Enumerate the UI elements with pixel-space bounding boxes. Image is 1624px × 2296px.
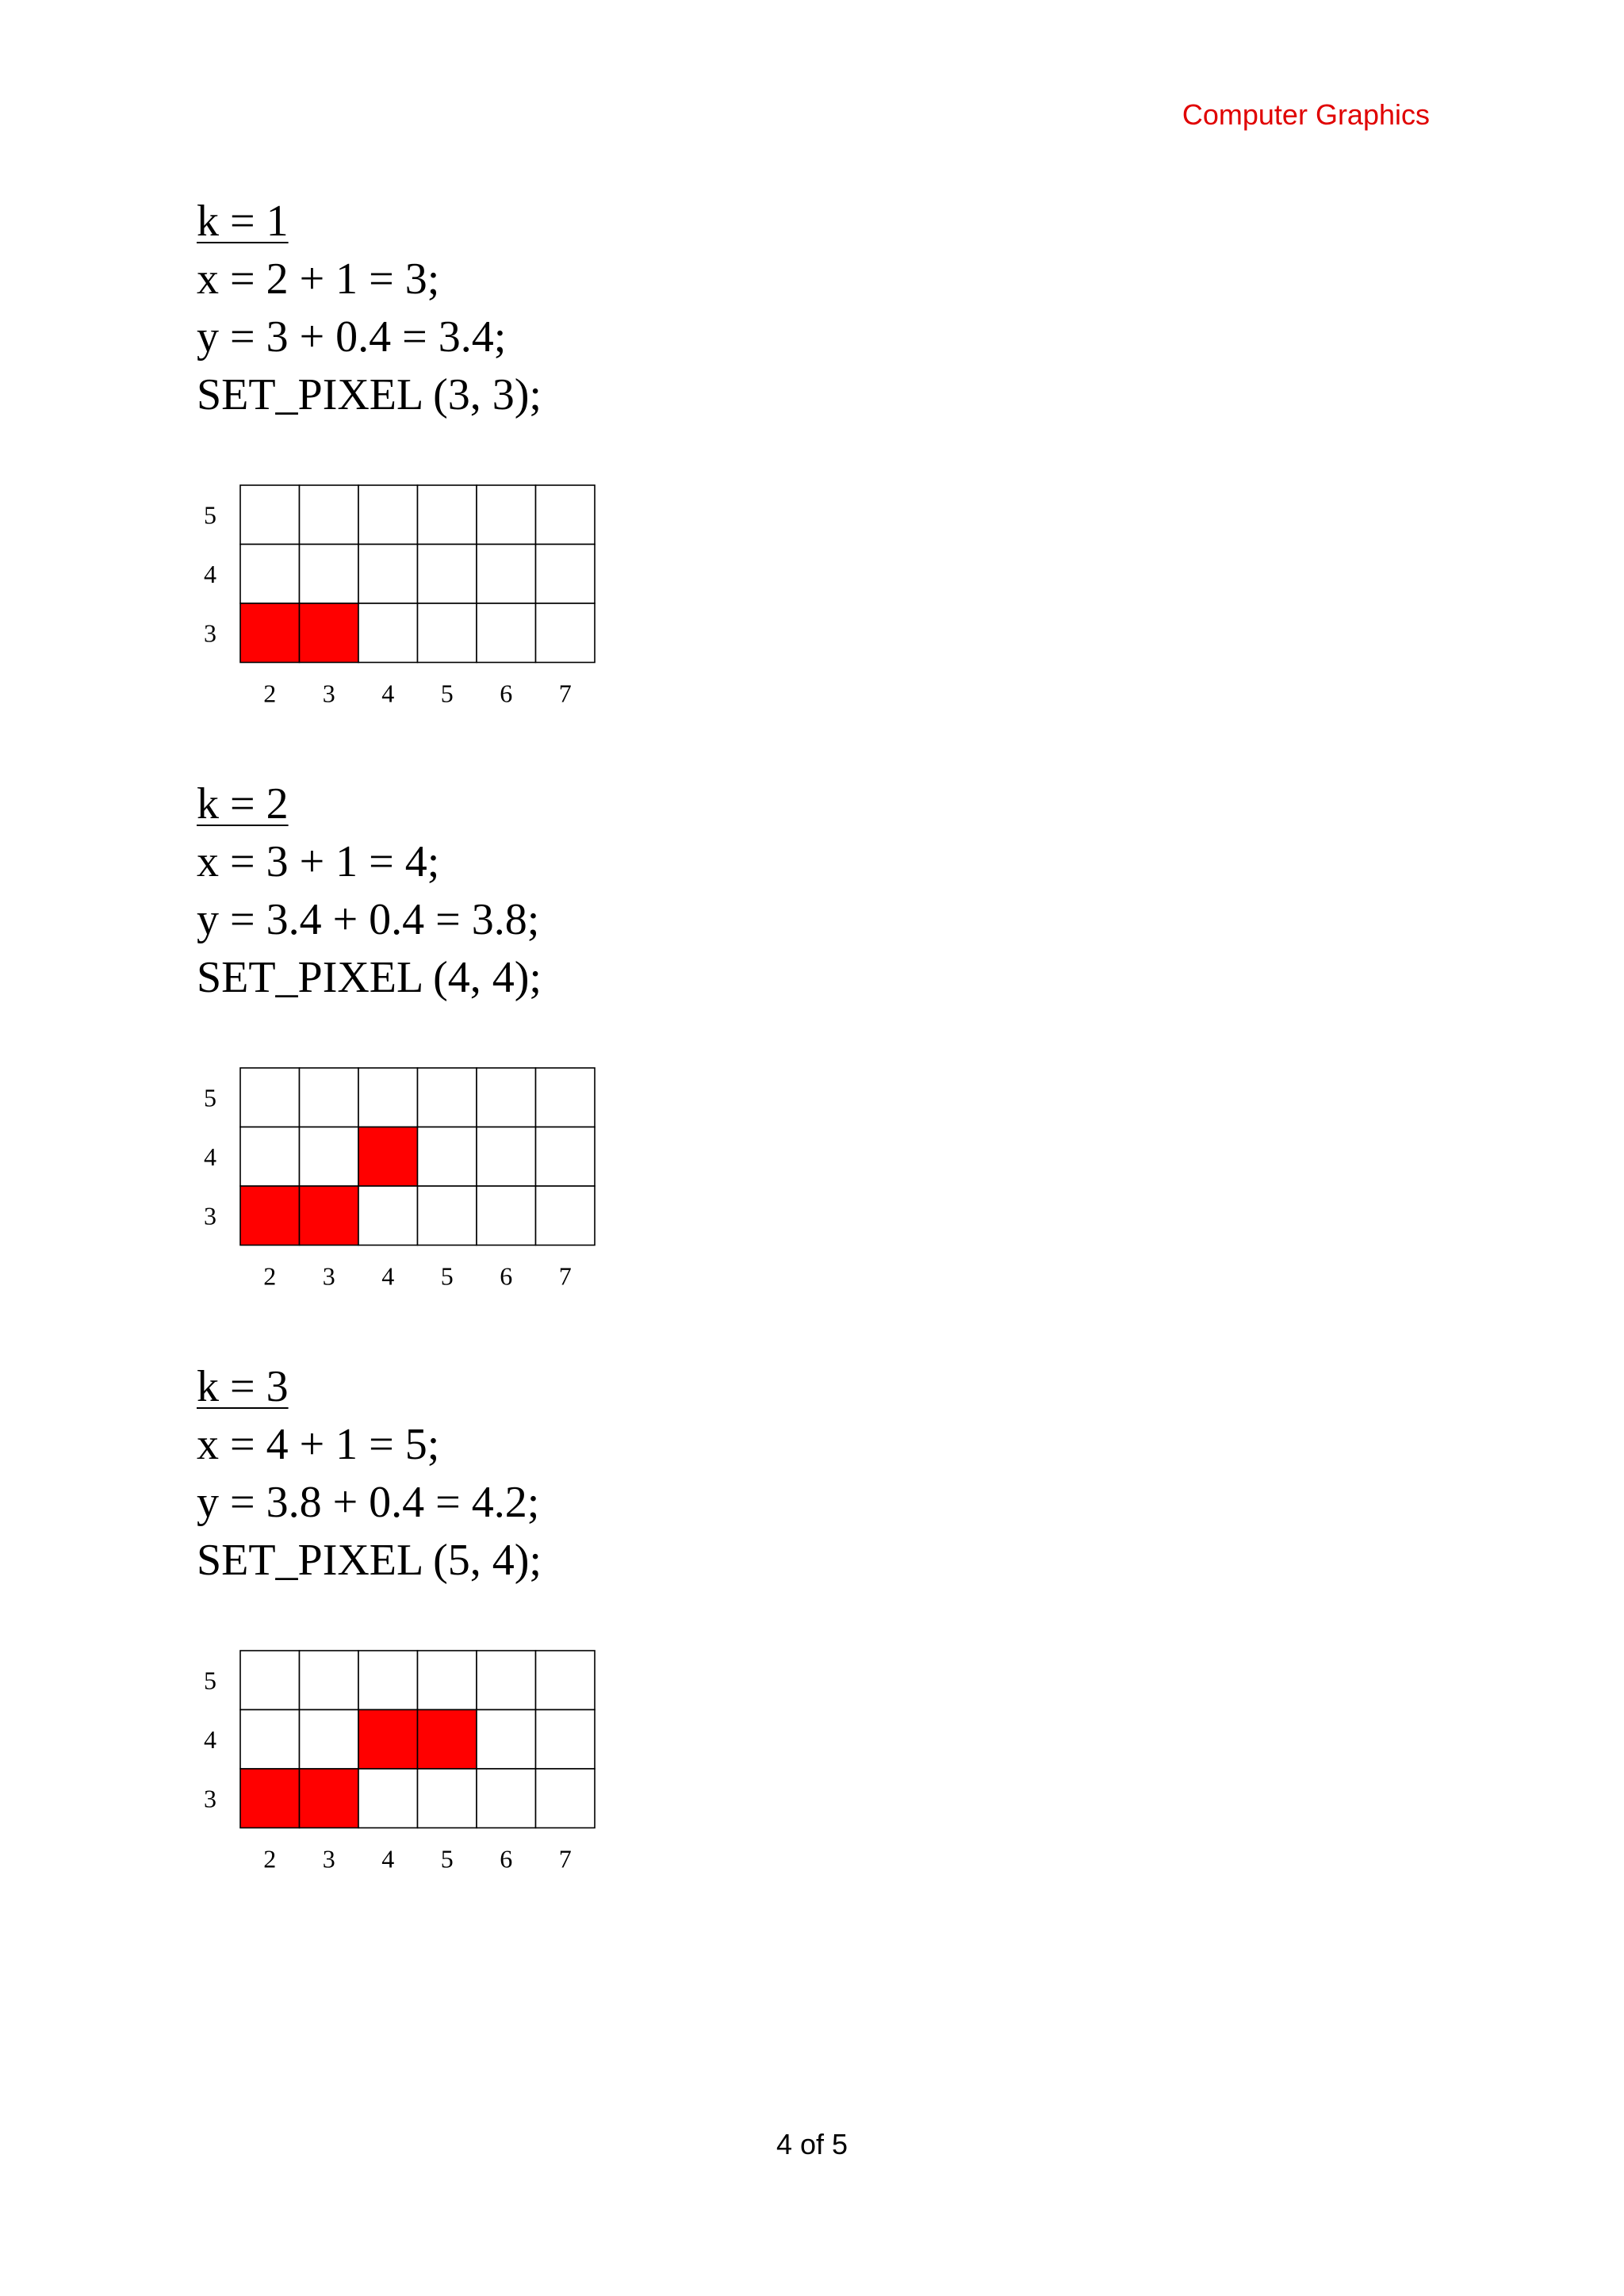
x-axis-label: 7 (558, 1844, 572, 1873)
pixel-cell (358, 1068, 418, 1127)
x-axis-label: 3 (322, 679, 335, 708)
pixel-cell-filled (240, 1769, 300, 1828)
pixel-cell (240, 545, 300, 604)
step-k2 (197, 775, 910, 1007)
x-axis-label: 5 (440, 1261, 454, 1291)
x-axis-label: 5 (440, 1844, 454, 1873)
k-value: k = 3 (197, 1362, 289, 1411)
header-title: Computer Graphics (1182, 98, 1430, 131)
x-axis-label: 2 (263, 679, 277, 708)
pixel-cell (300, 1710, 359, 1770)
pixel-grid-k3 (197, 1649, 609, 1887)
set-pixel-call: SET_PIXEL (5, 4); (197, 1536, 542, 1585)
pixel-cell (536, 485, 596, 545)
pixel-cell (477, 1769, 536, 1828)
pixel-cell (477, 485, 536, 545)
y-axis-label: 5 (204, 1666, 216, 1695)
x-equation: x = 2 + 1 = 3; (197, 254, 440, 304)
pixel-cell (418, 603, 477, 663)
pixel-cell-filled (418, 1710, 477, 1770)
x-axis-label: 4 (381, 679, 395, 708)
pixel-cell (477, 1710, 536, 1770)
x-axis-label: 7 (558, 679, 572, 708)
pixel-cell-filled (358, 1127, 418, 1187)
pixel-cell (358, 545, 418, 604)
k-value: k = 2 (197, 779, 289, 828)
step-k1 (197, 193, 910, 424)
y-axis-label: 4 (204, 559, 216, 588)
pixel-cell (418, 485, 477, 545)
pixel-cell (358, 1186, 418, 1246)
pixel-cell (300, 545, 359, 604)
y-equation: y = 3.4 + 0.4 = 3.8; (197, 895, 540, 944)
pixel-cell-filled (300, 1186, 359, 1246)
pixel-cell (536, 603, 596, 663)
pixel-cell (536, 545, 596, 604)
x-axis-label: 3 (322, 1844, 335, 1873)
pixel-cell (477, 1651, 536, 1710)
pixel-cell (300, 485, 359, 545)
x-axis-label: 6 (500, 679, 513, 708)
pixel-cell-filled (240, 603, 300, 663)
pixel-cell (477, 545, 536, 604)
y-equation: y = 3.8 + 0.4 = 4.2; (197, 1478, 540, 1527)
pixel-cell (418, 1651, 477, 1710)
pixel-grid-k2 (197, 1066, 609, 1304)
pixel-cell (477, 1127, 536, 1187)
x-axis-label: 3 (322, 1261, 335, 1291)
pixel-cell (418, 1186, 477, 1246)
y-equation: y = 3 + 0.4 = 3.4; (197, 312, 507, 362)
k-value: k = 1 (197, 197, 289, 246)
x-equation: x = 4 + 1 = 5; (197, 1420, 440, 1469)
pixel-grid-svg (197, 1066, 609, 1304)
pixel-cell (536, 1710, 596, 1770)
set-pixel-call: SET_PIXEL (3, 3); (197, 370, 542, 419)
pixel-cell-filled (300, 1769, 359, 1828)
pixel-cell (300, 1651, 359, 1710)
y-axis-label: 3 (204, 1784, 216, 1813)
step-k3 (197, 1358, 910, 1590)
page-number: 4 of 5 (776, 2128, 848, 2160)
pixel-cell-filled (358, 1710, 418, 1770)
x-axis-label: 7 (558, 1261, 572, 1291)
y-axis-label: 3 (204, 1201, 216, 1230)
pixel-cell (536, 1651, 596, 1710)
pixel-cell (477, 1068, 536, 1127)
pixel-cell (418, 545, 477, 604)
pixel-grid-k1 (197, 484, 609, 721)
pixel-cell-filled (300, 603, 359, 663)
pixel-cell (536, 1769, 596, 1828)
x-axis-label: 5 (440, 679, 454, 708)
pixel-cell (358, 1769, 418, 1828)
set-pixel-call: SET_PIXEL (4, 4); (197, 953, 542, 1002)
pixel-cell (240, 1127, 300, 1187)
pixel-cell-filled (240, 1186, 300, 1246)
y-axis-label: 3 (204, 618, 216, 648)
x-axis-label: 2 (263, 1261, 277, 1291)
pixel-cell (240, 1710, 300, 1770)
x-equation: x = 3 + 1 = 4; (197, 837, 440, 886)
pixel-cell (240, 1651, 300, 1710)
pixel-cell (240, 485, 300, 545)
x-axis-label: 6 (500, 1261, 513, 1291)
pixel-cell (300, 1068, 359, 1127)
x-axis-label: 2 (263, 1844, 277, 1873)
pixel-cell (536, 1068, 596, 1127)
pixel-cell (418, 1769, 477, 1828)
y-axis-label: 5 (204, 500, 216, 530)
y-axis-label: 5 (204, 1083, 216, 1112)
pixel-cell (418, 1127, 477, 1187)
pixel-grid-svg (197, 1649, 609, 1887)
pixel-cell (477, 603, 536, 663)
pixel-cell (536, 1127, 596, 1187)
pixel-grid-svg (197, 484, 609, 721)
pixel-cell (358, 485, 418, 545)
x-axis-label: 4 (381, 1844, 395, 1873)
pixel-cell (536, 1186, 596, 1246)
pixel-cell (418, 1068, 477, 1127)
x-axis-label: 4 (381, 1261, 395, 1291)
y-axis-label: 4 (204, 1724, 216, 1754)
y-axis-label: 4 (204, 1142, 216, 1171)
pixel-cell (358, 1651, 418, 1710)
pixel-cell (477, 1186, 536, 1246)
pixel-cell (300, 1127, 359, 1187)
x-axis-label: 6 (500, 1844, 513, 1873)
pixel-cell (240, 1068, 300, 1127)
pixel-cell (358, 603, 418, 663)
